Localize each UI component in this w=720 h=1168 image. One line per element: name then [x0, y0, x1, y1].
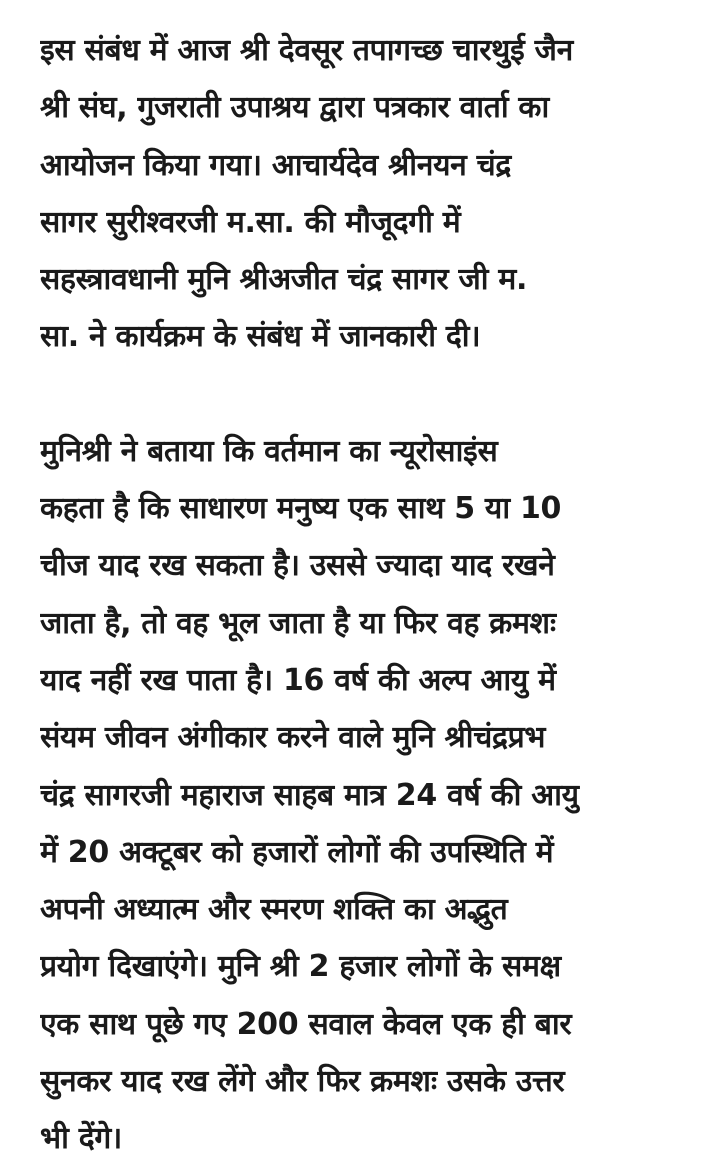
text-line: श्री संघ, गुजराती उपाश्रय द्वारा पत्रकार वार्ता का — [40, 90, 549, 126]
text-line: आयोजन किया गया। आचार्यदेव श्रीनयन चंद्र — [40, 147, 512, 183]
paragraph-spacer — [40, 366, 690, 423]
paragraph-1 — [40, 22, 690, 366]
text-line: एक साथ पूछे गए 200 सवाल केवल एक ही बार — [40, 1006, 572, 1042]
text-line: सुनकर याद रख लेंगे और फिर क्रमशः उसके उत्तर — [40, 1064, 565, 1100]
text-line: जाता है, तो वह भूल जाता है या फिर वह क्रमशः — [40, 605, 556, 641]
text-line: चंद्र सागरजी महाराज साहब मात्र 24 वर्ष की आयु — [40, 777, 579, 813]
text-line: प्रयोग दिखाएंगे। मुनि श्री 2 हजार लोगों के समक्ष — [40, 949, 561, 985]
text-line: कहता है कि साधारण मनुष्य एक साथ 5 या 10 — [40, 491, 562, 527]
text-line: अपनी अध्यात्म और स्मरण शक्ति का अद्भुत — [40, 892, 508, 928]
paragraph-2 — [40, 423, 690, 1168]
text-line: चीज याद रख सकता है। उससे ज्यादा याद रखने — [40, 548, 555, 584]
text-line: सागर सुरीश्वरजी म.सा. की मौजूदगी में — [40, 204, 461, 240]
text-line: भी देंगे। — [40, 1121, 122, 1157]
text-line: याद नहीं रख पाता है। 16 वर्ष की अल्प आयु में — [40, 662, 556, 698]
text-line: सहस्त्रावधानी मुनि श्रीअजीत चंद्र सागर जी म. — [40, 262, 528, 298]
article-body — [40, 22, 690, 1168]
text-line: मुनिश्री ने बताया कि वर्तमान का न्यूरोसाइंस — [40, 433, 498, 469]
text-line: में 20 अक्टूबर को हजारों लोगों की उपस्थिति में — [40, 834, 554, 870]
text-line: इस संबंध में आज श्री देवसूर तपागच्छ चारथुई जैन — [40, 33, 573, 68]
text-line: संयम जीवन अंगीकार करने वाले मुनि श्रीचंद्रप्रभ — [40, 720, 546, 756]
text-line: सा. ने कार्यक्रम के संबंध में जानकारी दी। — [40, 319, 481, 355]
